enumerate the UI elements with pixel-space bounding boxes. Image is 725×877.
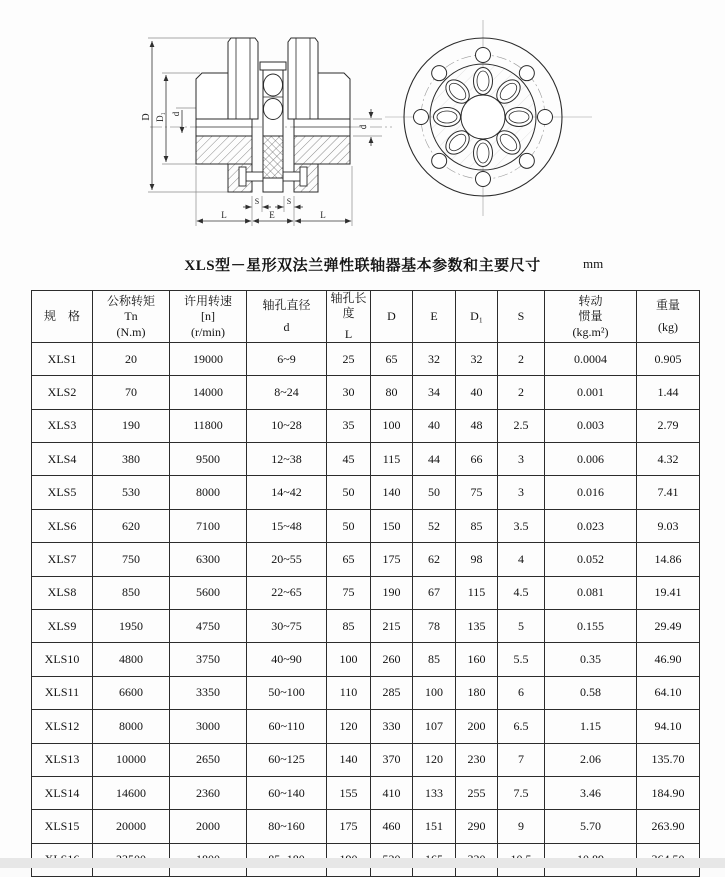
cell-weight: 184.90 (637, 776, 700, 809)
cell-S: 6.5 (498, 710, 545, 743)
table-row (32, 476, 700, 509)
header-speed: 许用转速 [n] (r/min) (170, 291, 247, 343)
cell-S: 7 (498, 743, 545, 776)
cell-bore-length: 65 (327, 543, 371, 576)
dim-label-S-right: S (286, 197, 292, 206)
cell-D1: 160 (456, 643, 498, 676)
cell-speed: 6300 (170, 543, 247, 576)
cell-spec: XLS14 (32, 776, 93, 809)
cell-inertia: 1.15 (545, 710, 637, 743)
cell-speed: 19000 (170, 342, 247, 375)
cell-D: 115 (371, 443, 413, 476)
cell-torque: 6600 (93, 676, 170, 709)
cell-spec: XLS15 (32, 810, 93, 843)
star-element-section (260, 62, 286, 192)
dim-label-d-left: d (171, 111, 181, 117)
cell-D1: 85 (456, 509, 498, 542)
header-row (32, 291, 700, 343)
cell-bore-range: 50~100 (247, 676, 327, 709)
coupling-front-view (385, 20, 592, 216)
cell-inertia: 0.58 (545, 676, 637, 709)
cell-bore-length: 140 (327, 743, 371, 776)
cell-torque: 8000 (93, 710, 170, 743)
cell-spec: XLS12 (32, 710, 93, 743)
technical-drawing (0, 0, 725, 250)
cell-speed: 2650 (170, 743, 247, 776)
cell-torque: 190 (93, 409, 170, 442)
cell-D1: 48 (456, 409, 498, 442)
cell-E: 34 (413, 376, 456, 409)
dim-label-E: E (269, 210, 275, 220)
cell-weight: 1.44 (637, 376, 700, 409)
cell-E: 52 (413, 509, 456, 542)
cell-speed: 8000 (170, 476, 247, 509)
cell-D: 150 (371, 509, 413, 542)
cell-bore-length: 50 (327, 509, 371, 542)
cell-bore-length: 35 (327, 409, 371, 442)
cell-bore-range: 40~90 (247, 643, 327, 676)
cell-bore-range: 22~65 (247, 576, 327, 609)
center-bore-circle (461, 95, 505, 139)
cell-weight: 135.70 (637, 743, 700, 776)
cell-S: 3 (498, 476, 545, 509)
cell-D: 330 (371, 710, 413, 743)
cell-D: 370 (371, 743, 413, 776)
table-body (32, 342, 700, 876)
dim-label-L-right: L (320, 210, 326, 220)
table-row (32, 443, 700, 476)
cell-speed: 11800 (170, 409, 247, 442)
cell-D1: 200 (456, 710, 498, 743)
cell-torque: 850 (93, 576, 170, 609)
cell-E: 40 (413, 409, 456, 442)
cell-bore-range: 80~160 (247, 810, 327, 843)
cell-S: 5 (498, 610, 545, 643)
table-row (32, 710, 700, 743)
cell-torque: 750 (93, 543, 170, 576)
dim-label-S-left: S (254, 197, 260, 206)
cell-spec: XLS2 (32, 376, 93, 409)
cell-S: 4.5 (498, 576, 545, 609)
header-D: D (371, 291, 413, 343)
cell-S: 4 (498, 543, 545, 576)
cell-inertia: 0.052 (545, 543, 637, 576)
cell-inertia: 0.081 (545, 576, 637, 609)
cell-torque: 1950 (93, 610, 170, 643)
cell-weight: 94.10 (637, 710, 700, 743)
cell-spec: XLS5 (32, 476, 93, 509)
cell-speed: 14000 (170, 376, 247, 409)
cell-inertia: 2.06 (545, 743, 637, 776)
page-title: XLS型－星形双法兰弹性联轴器基本参数和主要尺寸 (184, 258, 541, 274)
title-row (0, 254, 725, 278)
cell-spec: XLS13 (32, 743, 93, 776)
cell-S: 6 (498, 676, 545, 709)
cell-speed: 3350 (170, 676, 247, 709)
cell-S: 7.5 (498, 776, 545, 809)
cell-D1: 135 (456, 610, 498, 643)
cell-S: 3 (498, 443, 545, 476)
table-row (32, 643, 700, 676)
cell-D: 460 (371, 810, 413, 843)
cell-S: 2.5 (498, 409, 545, 442)
cell-inertia: 0.0004 (545, 342, 637, 375)
cell-bore-length: 85 (327, 610, 371, 643)
table-row (32, 543, 700, 576)
cell-torque: 380 (93, 443, 170, 476)
cell-torque: 620 (93, 509, 170, 542)
cell-speed: 5600 (170, 576, 247, 609)
cell-bore-range: 10~28 (247, 409, 327, 442)
cell-torque: 10000 (93, 743, 170, 776)
cell-torque: 20000 (93, 810, 170, 843)
cell-D: 100 (371, 409, 413, 442)
cell-weight: 0.905 (637, 342, 700, 375)
table-row (32, 342, 700, 375)
cell-torque: 530 (93, 476, 170, 509)
cell-E: 32 (413, 342, 456, 375)
cell-weight: 7.41 (637, 476, 700, 509)
cell-S: 2 (498, 376, 545, 409)
cell-D: 175 (371, 543, 413, 576)
dim-label-D1: D₁ (155, 112, 165, 122)
header-torque: 公称转矩 Tn (N.m) (93, 291, 170, 343)
cell-inertia: 0.35 (545, 643, 637, 676)
table-row (32, 509, 700, 542)
cell-inertia: 0.023 (545, 509, 637, 542)
cell-D1: 66 (456, 443, 498, 476)
cell-D1: 180 (456, 676, 498, 709)
cell-inertia: 0.016 (545, 476, 637, 509)
cell-E: 107 (413, 710, 456, 743)
header-bore-diameter: 轴孔直径 d (247, 291, 327, 343)
cell-bore-range: 8~24 (247, 376, 327, 409)
cell-D: 410 (371, 776, 413, 809)
cell-D1: 40 (456, 376, 498, 409)
cell-speed: 2360 (170, 776, 247, 809)
cell-bore-length: 30 (327, 376, 371, 409)
cell-bore-range: 60~140 (247, 776, 327, 809)
cell-speed: 3000 (170, 710, 247, 743)
cell-D: 140 (371, 476, 413, 509)
cell-E: 67 (413, 576, 456, 609)
table-row (32, 810, 700, 843)
cell-bore-range: 60~110 (247, 710, 327, 743)
header-S: S (498, 291, 545, 343)
cell-speed: 7100 (170, 509, 247, 542)
cell-torque: 70 (93, 376, 170, 409)
cell-bore-range: 30~75 (247, 610, 327, 643)
cell-weight: 4.32 (637, 443, 700, 476)
cell-bore-length: 100 (327, 643, 371, 676)
cell-S: 5.5 (498, 643, 545, 676)
cell-torque: 20 (93, 342, 170, 375)
cell-E: 120 (413, 743, 456, 776)
cell-D1: 290 (456, 810, 498, 843)
cell-bore-length: 155 (327, 776, 371, 809)
table-row (32, 610, 700, 643)
cell-spec: XLS7 (32, 543, 93, 576)
dim-label-d-right: d (358, 124, 368, 130)
cell-inertia: 0.001 (545, 376, 637, 409)
table-row (32, 743, 700, 776)
table-header (32, 291, 700, 343)
cell-D1: 115 (456, 576, 498, 609)
cell-weight: 9.03 (637, 509, 700, 542)
cell-E: 44 (413, 443, 456, 476)
parameters-table (31, 290, 700, 877)
cell-inertia: 0.155 (545, 610, 637, 643)
cell-spec: XLS3 (32, 409, 93, 442)
cell-weight: 19.41 (637, 576, 700, 609)
cell-D: 260 (371, 643, 413, 676)
page-edge-shadow (0, 858, 725, 868)
cell-E: 50 (413, 476, 456, 509)
cell-speed: 3750 (170, 643, 247, 676)
cell-bore-length: 110 (327, 676, 371, 709)
cell-spec: XLS6 (32, 509, 93, 542)
cell-spec: XLS10 (32, 643, 93, 676)
cell-spec: XLS9 (32, 610, 93, 643)
table-row (32, 576, 700, 609)
cell-S: 3.5 (498, 509, 545, 542)
cell-speed: 4750 (170, 610, 247, 643)
header-weight: 重量 (kg) (637, 291, 700, 343)
table-row (32, 409, 700, 442)
cell-E: 62 (413, 543, 456, 576)
cell-weight: 263.90 (637, 810, 700, 843)
dim-label-D: D (141, 113, 152, 121)
coupling-section-view (141, 38, 392, 226)
cell-bore-range: 12~38 (247, 443, 327, 476)
cell-bore-length: 120 (327, 710, 371, 743)
cell-S: 2 (498, 342, 545, 375)
cell-D1: 255 (456, 776, 498, 809)
table-row (32, 776, 700, 809)
cell-speed: 2000 (170, 810, 247, 843)
cell-D1: 32 (456, 342, 498, 375)
cell-spec: XLS11 (32, 676, 93, 709)
cell-inertia: 5.70 (545, 810, 637, 843)
cell-bore-length: 75 (327, 576, 371, 609)
cell-bore-length: 25 (327, 342, 371, 375)
cell-D: 65 (371, 342, 413, 375)
header-E: E (413, 291, 456, 343)
header-D1: D₁ (456, 291, 498, 343)
cell-spec: XLS4 (32, 443, 93, 476)
cell-spec: XLS8 (32, 576, 93, 609)
cell-bore-length: 50 (327, 476, 371, 509)
cell-D: 285 (371, 676, 413, 709)
header-bore-length: 轴孔长度 L (327, 291, 371, 343)
cell-E: 78 (413, 610, 456, 643)
unit-label: mm (583, 256, 604, 271)
cell-weight: 64.10 (637, 676, 700, 709)
cell-D: 190 (371, 576, 413, 609)
cell-bore-length: 45 (327, 443, 371, 476)
cell-bore-range: 6~9 (247, 342, 327, 375)
cell-inertia: 0.006 (545, 443, 637, 476)
cell-D: 215 (371, 610, 413, 643)
cell-D: 80 (371, 376, 413, 409)
cell-bore-length: 175 (327, 810, 371, 843)
cell-E: 100 (413, 676, 456, 709)
cell-torque: 14600 (93, 776, 170, 809)
cell-torque: 4800 (93, 643, 170, 676)
cell-S: 9 (498, 810, 545, 843)
cell-E: 151 (413, 810, 456, 843)
table-row (32, 676, 700, 709)
cell-bore-range: 14~42 (247, 476, 327, 509)
table-row (32, 376, 700, 409)
cell-bore-range: 20~55 (247, 543, 327, 576)
cell-weight: 29.49 (637, 610, 700, 643)
header-inertia: 转动 惯量 (kg.m²) (545, 291, 637, 343)
cell-D1: 98 (456, 543, 498, 576)
cell-speed: 9500 (170, 443, 247, 476)
cell-inertia: 3.46 (545, 776, 637, 809)
cell-bore-range: 60~125 (247, 743, 327, 776)
cell-bore-range: 15~48 (247, 509, 327, 542)
cell-spec: XLS1 (32, 342, 93, 375)
dim-label-L-left: L (221, 210, 227, 220)
cell-inertia: 0.003 (545, 409, 637, 442)
cell-E: 85 (413, 643, 456, 676)
cell-D1: 230 (456, 743, 498, 776)
cell-E: 133 (413, 776, 456, 809)
cell-weight: 2.79 (637, 409, 700, 442)
cell-weight: 14.86 (637, 543, 700, 576)
header-spec: 规 格 (32, 291, 93, 343)
cell-D1: 75 (456, 476, 498, 509)
cell-weight: 46.90 (637, 643, 700, 676)
